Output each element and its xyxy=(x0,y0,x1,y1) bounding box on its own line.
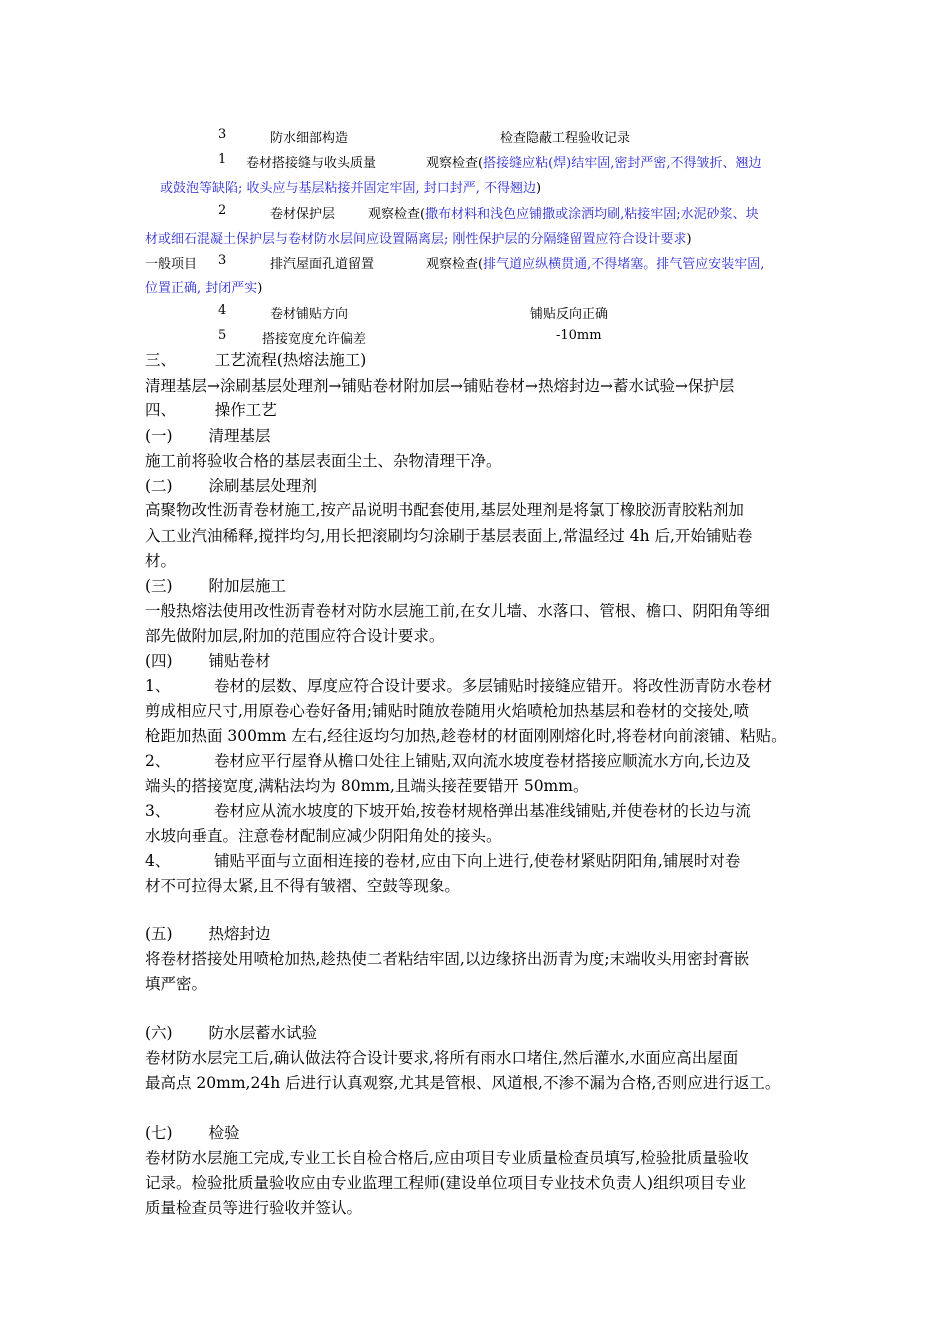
row-item: 卷材搭接缝与收头质量 xyxy=(246,156,377,171)
paragraph-line: 填严密。 xyxy=(145,975,208,993)
process-flow: 清理基层→涂刷基层处理剂→铺贴卷材附加层→铺贴卷材→热熔封边→蓄水试验→保护层 xyxy=(145,377,735,395)
paragraph-line: 水坡向垂直。注意卷材配制应减少阴阳角处的接头。 xyxy=(145,827,502,845)
paragraph-line: 最高点 20mm,24h 后进行认真观察,尤其是管根、风道根,不渗不漏为合格,否则应进行返工。 xyxy=(145,1074,781,1092)
row-method: 观察检查(撒布材料和浅色应铺撒或涂洒均刷,粘接牢固;水泥砂浆、块 xyxy=(368,207,759,222)
row-item: 卷材保护层 xyxy=(270,207,336,222)
paragraph-line: 卷材防水层完工后,确认做法符合设计要求,将所有雨水口堵住,然后灌水,水面应高出屋面 xyxy=(145,1049,739,1067)
row-item: 卷材铺贴方向 xyxy=(270,307,349,322)
subsection-heading: (五) 热熔封边 xyxy=(145,925,271,943)
paragraph-line: 剪成相应尺寸,用原卷心卷好备用;铺贴时随放卷随用火焰喷枪加热基层和卷材的交接处,喷 xyxy=(145,702,750,720)
subsection-heading: (三) 附加层施工 xyxy=(145,577,287,595)
paragraph-line: 2、 卷材应平行屋脊从檐口处往上铺贴,双向流水坡度卷材搭接应顺流水方向,长边及 xyxy=(145,752,751,770)
section-heading: 四、 操作工艺 xyxy=(145,401,277,419)
paragraph-line: 高聚物改性沥青卷材施工,按产品说明书配套使用,基层处理剂是将氯丁橡胶沥青胶粘剂加 xyxy=(145,501,744,519)
row-requirement: 材或细石混凝土保护层与卷材防水层间应设置隔离层; 刚性保护层的分隔缝留置应符合设计要求) xyxy=(145,232,692,247)
subsection-heading: (七) 检验 xyxy=(145,1124,240,1142)
section-heading: 三、 工艺流程(热熔法施工) xyxy=(145,351,367,369)
paragraph-line: 3、 卷材应从流水坡度的下坡开始,按卷材规格弹出基准线铺贴,并使卷材的长边与流 xyxy=(145,802,751,820)
subsection-heading: (一) 清理基层 xyxy=(145,427,271,445)
subsection-heading: (二) 涂刷基层处理剂 xyxy=(145,477,318,495)
row-item: 排汽屋面孔道留置 xyxy=(270,257,375,272)
paragraph-line: 一般热熔法使用改性沥青卷材对防水层施工前,在女儿墙、水落口、管根、檐口、阴阳角等细 xyxy=(145,602,770,620)
paragraph-line: 端头的搭接宽度,满粘法均为 80mm,且端头接茬要错开 50mm。 xyxy=(145,777,589,795)
paragraph-line: 记录。检验批质量验收应由专业监理工程师(建设单位项目专业技术负责人)组织项目专业 xyxy=(145,1174,747,1192)
row-number: 5 xyxy=(218,328,227,343)
paragraph-line: 材不可拉得太紧,且不得有皱褶、空鼓等现象。 xyxy=(145,877,460,895)
row-category: 一般项目 xyxy=(145,257,198,272)
row-number: 3 xyxy=(218,127,227,142)
subsection-heading: (四) 铺贴卷材 xyxy=(145,652,271,670)
paragraph-line: 部先做附加层,附加的范围应符合设计要求。 xyxy=(145,627,445,645)
paragraph-line: 1、 卷材的层数、厚度应符合设计要求。多层铺贴时接缝应错开。将改性沥青防水卷材 xyxy=(145,677,773,695)
paragraph-line: 入工业汽油稀释,搅拌均匀,用长把滚刷均匀涂刷于基层表面上,常温经过 4h 后,开始铺贴卷 xyxy=(145,527,753,545)
subsection-heading: (六) 防水层蓄水试验 xyxy=(145,1024,318,1042)
row-item: 防水细部构造 xyxy=(270,131,349,146)
row-number: 2 xyxy=(218,203,227,218)
row-method: 铺贴反向正确 xyxy=(530,307,609,322)
paragraph-line: 质量检查员等进行验收并签认。 xyxy=(145,1199,363,1217)
row-number: 4 xyxy=(218,303,227,318)
paragraph-line: 卷材防水层施工完成,专业工长自检合格后,应由项目专业质量检查员填写,检验批质量验收 xyxy=(145,1149,749,1167)
row-item: 搭接宽度允许偏差 xyxy=(262,332,367,347)
row-method: 观察检查(搭接缝应粘(焊)结牢固,密封严密,不得皱折、翘边 xyxy=(426,156,762,171)
paragraph-line: 材。 xyxy=(145,552,177,570)
paragraph-line: 施工前将验收合格的基层表面尘土、杂物清理干净。 xyxy=(145,452,502,470)
row-number: 1 xyxy=(218,152,227,167)
row-method: 检查隐蔽工程验收记录 xyxy=(500,131,631,146)
row-requirement: 位置正确, 封闭严实) xyxy=(145,281,263,296)
paragraph-line: 将卷材搭接处用喷枪加热,趁热使二者粘结牢固,以边缘挤出沥青为度;末端收头用密封膏嵌 xyxy=(145,950,750,968)
row-requirement: 或鼓泡等缺陷; 收头应与基层粘接并固定牢固, 封口封严, 不得翘边) xyxy=(160,181,542,196)
paragraph-line: 枪距加热面 300mm 左右,经往返均匀加热,趁卷材的材面刚刚熔化时,将卷材向前滚铺、粘贴。 xyxy=(145,727,787,745)
row-method: -10mm xyxy=(556,328,602,343)
row-number: 3 xyxy=(218,253,227,268)
row-method: 观察检查(排气道应纵横贯通,不得堵塞。排气管应安装牢固, xyxy=(426,257,765,272)
paragraph-line: 4、 铺贴平面与立面相连接的卷材,应由下向上进行,使卷材紧贴阴阳角,铺展时对卷 xyxy=(145,852,741,870)
